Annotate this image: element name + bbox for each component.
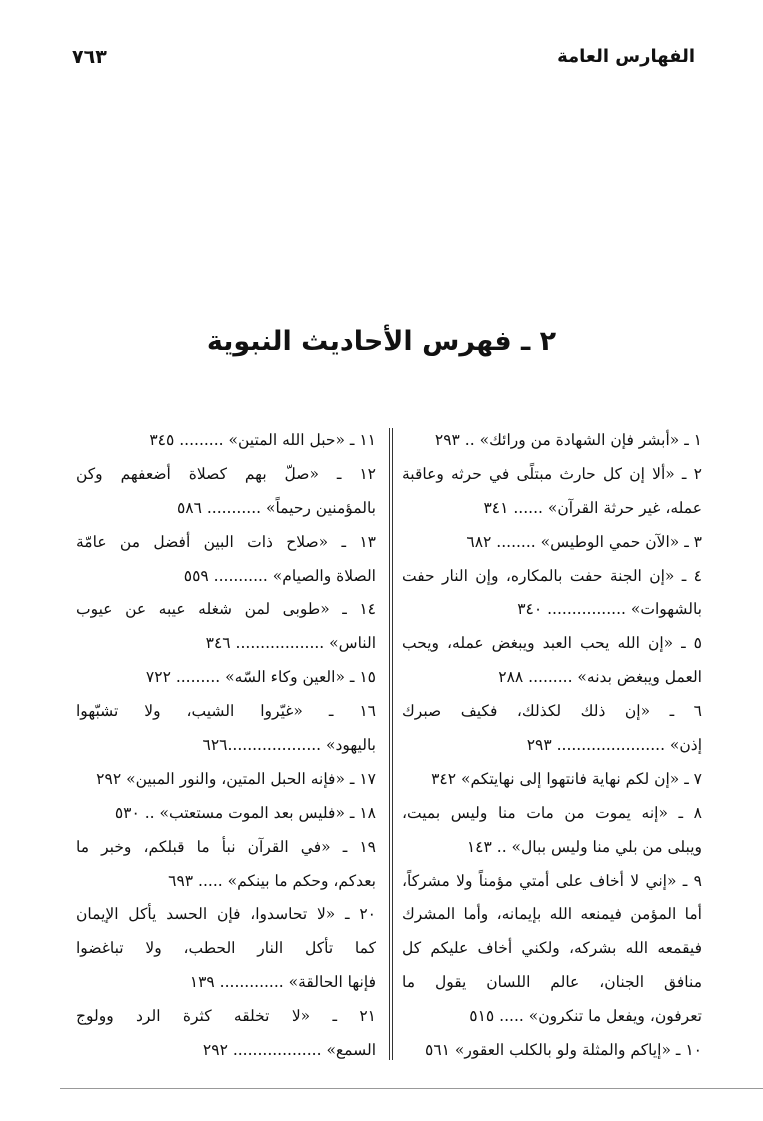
index-line: ١٨ ـ «فليس بعد الموت مستعتب» .. ٥٣٠ xyxy=(114,803,376,822)
index-line: بالشهوات» ................ ٣٤٠ xyxy=(517,600,702,619)
index-line: ١٣ ـ «صلاح ذات البين أفضل من عامّة xyxy=(76,532,376,551)
left-column xyxy=(76,424,376,1068)
section-title: ٢ ـ فهرس الأحاديث النبوية xyxy=(206,326,557,357)
index-line: الصلاة والصيام» ........... ٥٥٩ xyxy=(183,566,376,585)
index-line: ١ ـ «أبشر فإن الشهادة من ورائك» .. ٢٩٣ xyxy=(434,431,702,449)
index-line: ١٠ ـ «إياكم والمثلة ولو بالكلب العقور» ٥٦١ xyxy=(425,1041,702,1060)
index-line: ٦ ـ «إن ذلك لكذلك، فكيف صبرك xyxy=(402,702,702,721)
index-line: فيقمعه الله بشركه، ولكني أخاف عليكم كل xyxy=(402,939,702,958)
index-line: ١٧ ـ «فإنه الحبل المتين، والنور المبين» ٢٩٢ xyxy=(96,769,376,788)
index-line: ٨ ـ «إنه يموت من مات منا وليس بميت، xyxy=(402,803,702,822)
index-line: الناس» .................. ٣٤٦ xyxy=(205,634,376,653)
index-line: ٩ ـ «إني لا أخاف على أمتي مؤمناً ولا مشركاً، xyxy=(402,871,702,890)
index-line: ١٢ ـ «صلّ بهم كصلاة أضعفهم وكن xyxy=(76,464,376,483)
index-line: أما المؤمن فيمنعه الله بإيمانه، وأما المشرك xyxy=(402,905,702,924)
index-line: ١٥ ـ «العين وكاء السّه» ......... ٧٢٢ xyxy=(145,668,376,687)
index-line: العمل ويبغض بدنه» ......... ٢٨٨ xyxy=(498,668,702,687)
index-line: فإنها الحالقة» ............. ١٣٩ xyxy=(189,973,376,992)
index-line: بالمؤمنين رحيماً» ........... ٥٨٦ xyxy=(176,498,376,517)
index-line: عمله، غير حرثة القرآن» ...... ٣٤١ xyxy=(483,498,702,517)
index-line: ٢١ ـ «لا تخلقه كثرة الرد وولوج xyxy=(76,1007,376,1026)
index-line: ١٤ ـ «طوبى لمن شغله عيبه عن عيوب xyxy=(76,600,376,619)
index-line: ١١ ـ «حبل الله المتين» ......... ٣٤٥ xyxy=(149,431,376,449)
index-line: ١٦ ـ «غيّروا الشيب، ولا تشبّهوا xyxy=(76,702,376,721)
index-line: ٣ ـ «الآن حمي الوطيس» ........ ٦٨٢ xyxy=(466,532,702,551)
index-line: إذن» ...................... ٢٩٣ xyxy=(526,736,702,755)
index-line: ويبلى من بلي منا وليس ببال» .. ١٤٣ xyxy=(466,837,702,856)
index-line: باليهود» ...................٦٢٦ xyxy=(202,736,376,755)
index-line: ٤ ـ «إن الجنة حفت بالمكاره، وإن النار حفت xyxy=(402,566,702,585)
page-header xyxy=(72,46,695,76)
index-line: ١٩ ـ «في القرآن نبأ ما قبلكم، وخبر ما xyxy=(76,837,376,856)
running-title: الفهارس العامة xyxy=(557,46,695,67)
index-line: ٥ ـ «إن الله يحب العبد ويبغض عمله، ويحب xyxy=(402,634,702,653)
index-line: ٧ ـ «إن لكم نهاية فانتهوا إلى نهايتكم» ٣٤٢ xyxy=(431,769,702,788)
column-divider xyxy=(389,428,393,1060)
page-number: ٧٦٣ xyxy=(72,46,107,68)
hadith-index xyxy=(76,424,702,1064)
footer-rule xyxy=(60,1088,763,1089)
index-line: ٢ ـ «ألا إن كل حارث مبتلًى في حرثه وعاقبة xyxy=(402,464,702,483)
index-line: السمع» .................. ٢٩٢ xyxy=(202,1041,376,1060)
right-column xyxy=(402,424,702,1068)
index-line: منافق الجنان، عالم اللسان يقول ما xyxy=(402,973,702,992)
index-line: كما تأكل النار الحطب، ولا تباغضوا xyxy=(76,939,376,958)
index-line: بعدكم، وحكم ما بينكم» ..... ٦٩٣ xyxy=(168,871,376,890)
index-line: تعرفون، ويفعل ما تنكرون» ..... ٥١٥ xyxy=(469,1007,702,1026)
index-line: ٢٠ ـ «لا تحاسدوا، فإن الحسد يأكل الإيمان xyxy=(76,905,376,924)
